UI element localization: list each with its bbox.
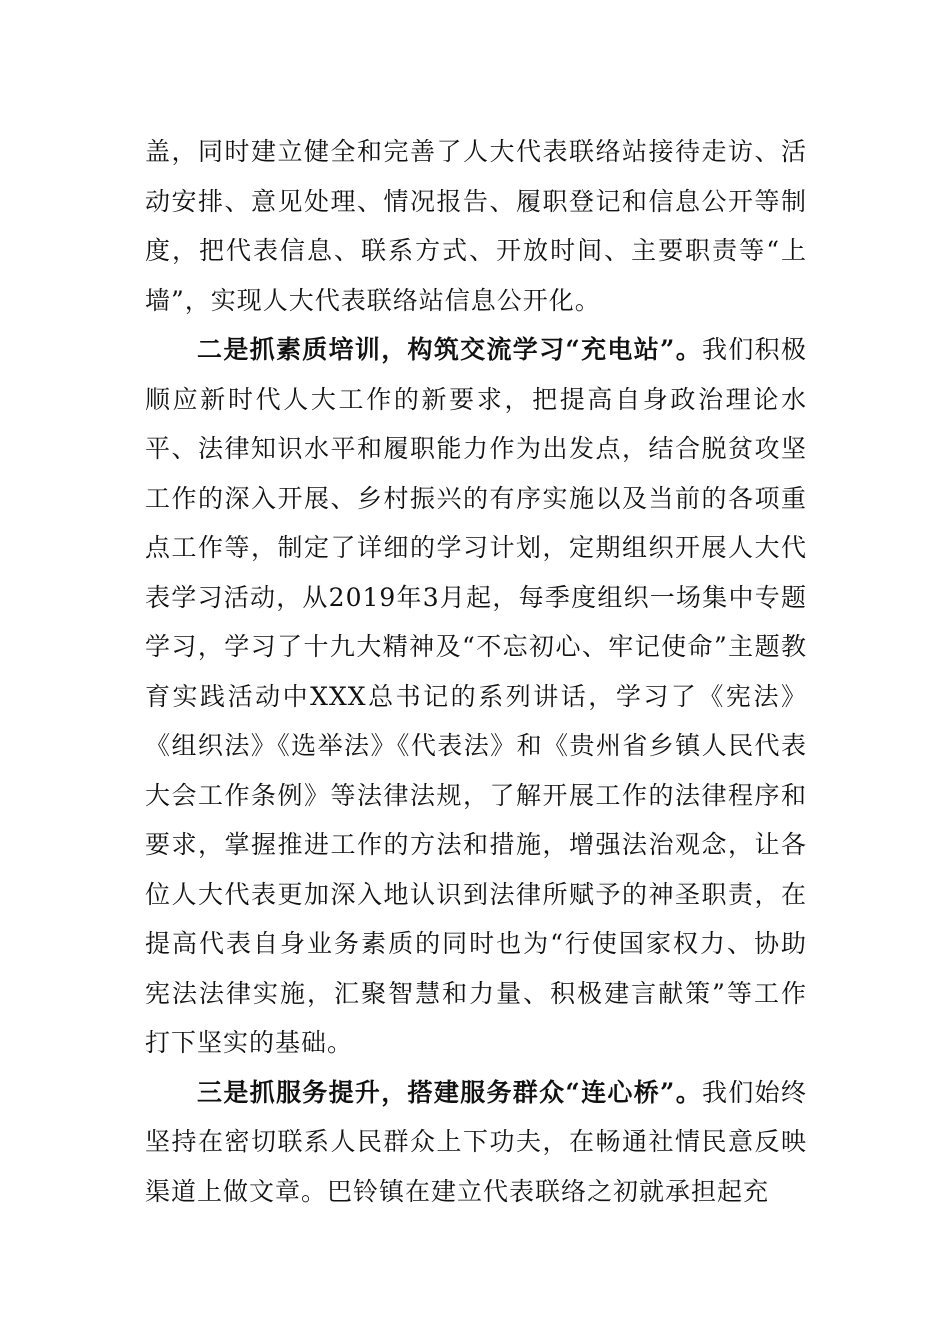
paragraph-continuation — [145, 127, 807, 325]
paragraph-heading: 三是抓服务提升，搭建服务群众“连心桥”。 — [197, 1077, 703, 1107]
paragraph-text: 我们始终坚持在密切联系人民群众上下功夫，在畅通社情民意反映渠道上做文章。巴铃镇在建立代表联络之初就承担起充 — [145, 1077, 807, 1206]
document-body — [145, 127, 807, 1216]
paragraph-service-improvement — [145, 1068, 807, 1217]
paragraph-text: 我们积极顺应新时代人大工作的新要求，把提高自身政治理论水平、法律知识水平和履职能力作为出发点，结合脱贫攻坚工作的深入开展、乡村振兴的有序实施以及当前的各项重点工作等，制定了详细的学习计划，定期组织开展人大代表学习活动，从2019年3月起，每季度组织一场集中专题学习，学习了十九大精神及“不忘初心、牢记使命”主题教育实践活动中XXX总书记的系列讲话，学习了《宪法》《组织法》《选举法》《代表法》和《贵州省乡镇人民代表大会工作条例》等法律法规，了解开展工作的法律程序和要求，掌握推进工作的方法和措施，增强法治观念，让各位人大代表更加深入地认识到法律所赋予的神圣职责，在提高代表自身业务素质的同时也为“行使国家权力、协助宪法法律实施，汇聚智慧和力量、积极建言献策”等工作打下坚实的基础。 — [145, 335, 807, 1057]
paragraph-heading: 二是抓素质培训，构筑交流学习“充电站”。 — [197, 335, 703, 364]
paragraph-quality-training — [145, 325, 807, 1068]
paragraph-text: 盖，同时建立健全和完善了人大代表联络站接待走访、活动安排、意见处理、情况报告、履职登记和信息公开等制度，把代表信息、联系方式、开放时间、主要职责等“上墙”，实现人大代表联络站信息公开化。 — [145, 137, 807, 315]
